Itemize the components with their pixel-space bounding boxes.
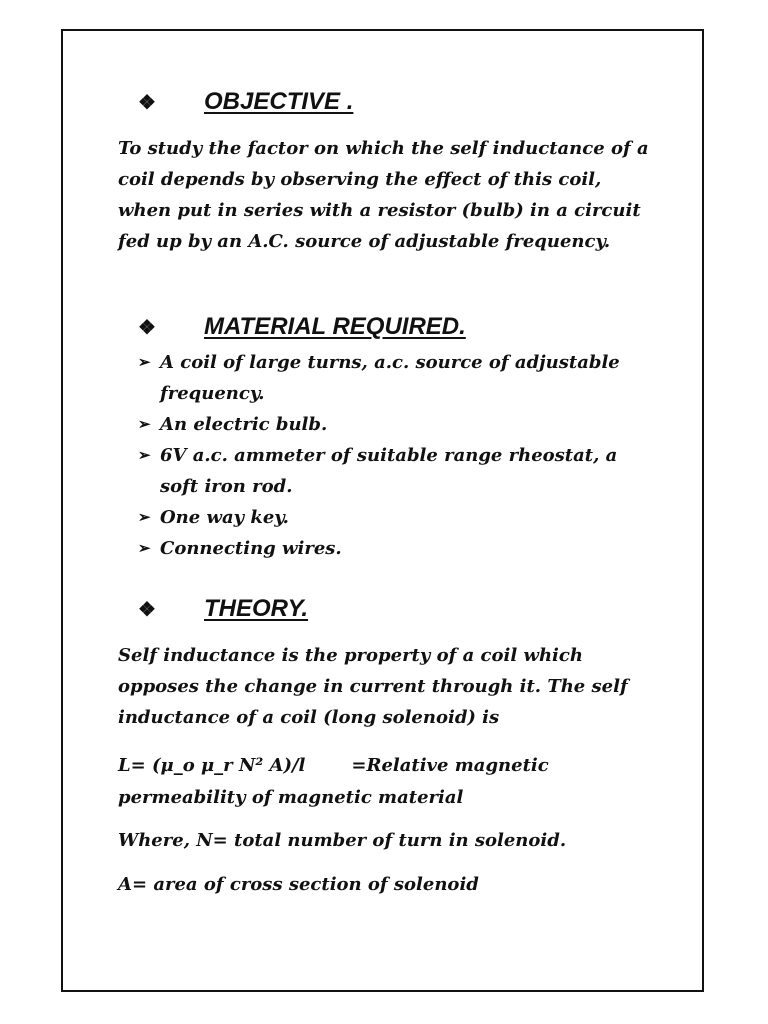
area-line: A= area of cross section of solenoid	[118, 874, 479, 895]
inductance-formula: L= (μ_o μ_r N² A)/l	[118, 755, 306, 776]
diamond-bullet-icon: ❖	[138, 597, 156, 621]
arrow-bullet-icon: ➢	[138, 353, 151, 371]
where-n-line: Where, N= total number of turn in solenoid.	[118, 830, 567, 851]
objective-text: To study the factor on which the self inductance of a coil depends by observing the effect of this coil, when put in series with a resistor (bulb) in a circuit fed up by an A.C. source of adjustable frequency.	[118, 138, 649, 252]
formula-note-continued: permeability of magnetic material	[118, 787, 464, 808]
arrow-bullet-icon: ➢	[138, 446, 151, 464]
arrow-bullet-icon: ➢	[138, 415, 151, 433]
arrow-bullet-icon: ➢	[138, 539, 151, 557]
list-item: ➢ An electric bulb.	[138, 409, 638, 440]
theory-heading	[138, 595, 308, 623]
theory-text: Self inductance is the property of a coil which opposes the change in current through it. The self inductance of a coil (long solenoid) is	[118, 645, 628, 728]
material-list	[138, 347, 638, 564]
list-item: ➢ 6V a.c. ammeter of suitable range rheostat, a soft iron rod.	[138, 440, 638, 502]
material-heading	[138, 313, 466, 341]
list-item: ➢ One way key.	[138, 502, 638, 533]
arrow-bullet-icon: ➢	[138, 508, 151, 526]
list-item: ➢ A coil of large turns, a.c. source of adjustable frequency.	[138, 347, 638, 409]
theory-title: THEORY.	[204, 595, 309, 622]
diamond-bullet-icon: ❖	[138, 315, 156, 339]
diamond-bullet-icon: ❖	[138, 90, 156, 114]
list-item: ➢ Connecting wires.	[138, 533, 638, 564]
objective-title: OBJECTIVE .	[204, 88, 354, 115]
material-title: MATERIAL REQUIRED.	[204, 313, 466, 340]
objective-heading	[138, 88, 353, 116]
formula-line	[118, 750, 678, 781]
formula-note: =Relative magnetic	[351, 755, 549, 776]
